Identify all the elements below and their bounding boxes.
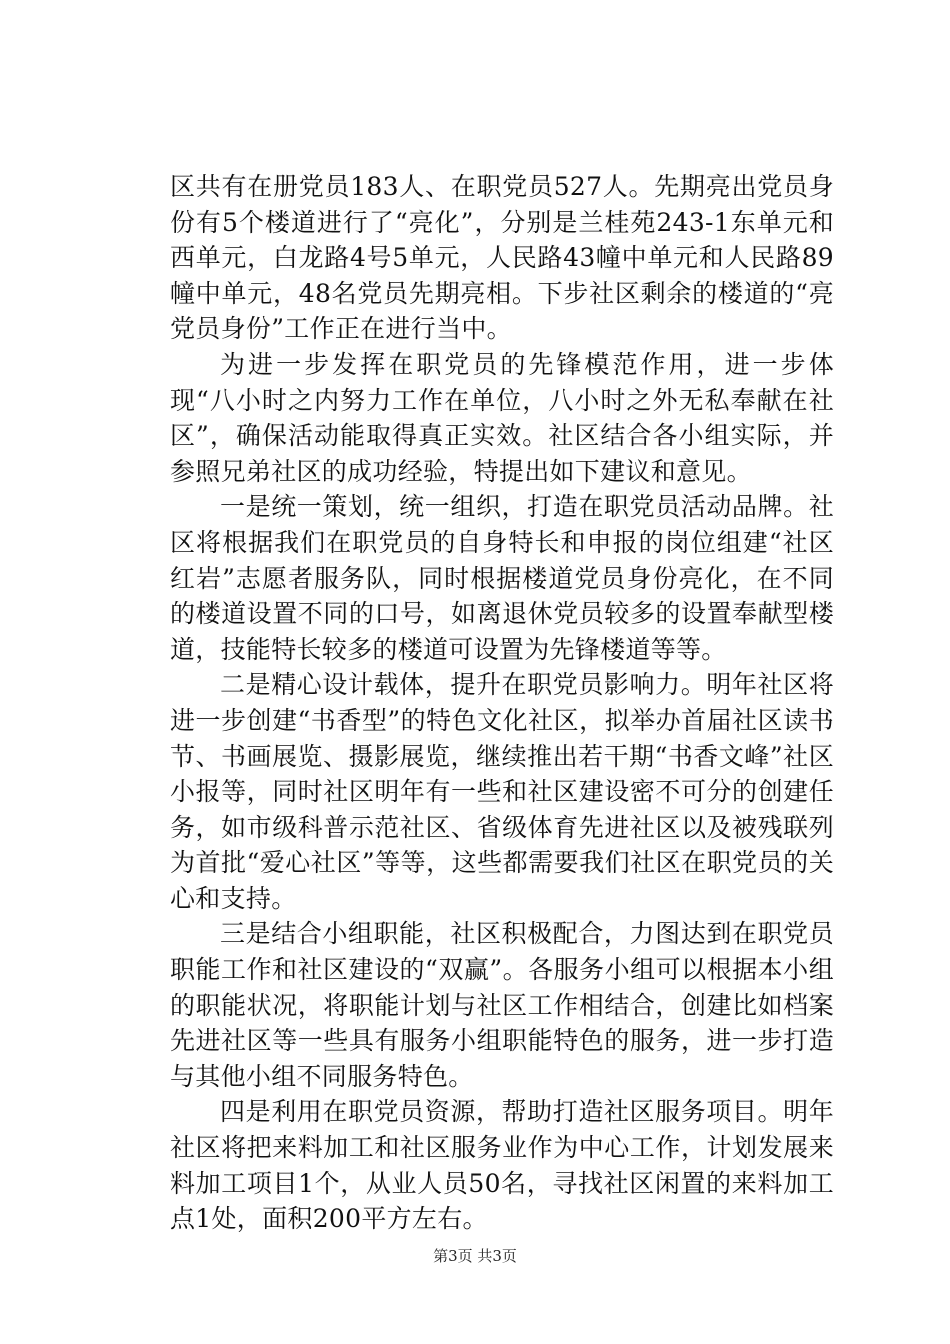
paragraph-1: 区共有在册党员183人、在职党员527人。先期亮出党员身份有5个楼道进行了“亮化”，分别是兰桂苑243-1东单元和西单元，白龙路4号5单元，人民路43幢中单元和人民路89幢中单元，48名党员先期亮相。下步社区剩余的楼道的“亮党员身份”工作正在进行当中。	[170, 172, 834, 344]
paragraph-5: 三是结合小组职能，社区积极配合，力图达到在职党员职能工作和社区建设的“双赢”。各服务小组可以根据本小组的职能状况，将职能计划与社区工作相结合，创建比如档案先进社区等一些具有服务小组职能特色的服务，进一步打造与其他小组不同服务特色。	[170, 919, 834, 1091]
paragraph-6: 四是利用在职党员资源，帮助打造社区服务项目。明年社区将把来料加工和社区服务业作为中心工作，计划发展来料加工项目1个，从业人员50名，寻找社区闲置的来料加工点1处，面积200平方左右。	[170, 1097, 834, 1234]
paragraph-4: 二是精心设计载体，提升在职党员影响力。明年社区将进一步创建“书香型”的特色文化社区，拟举办首届社区读书节、书画展览、摄影展览，继续推出若干期“书香文峰”社区小报等，同时社区明年有一些和社区建设密不可分的创建任务，如市级科普示范社区、省级体育先进社区以及被残联列为首批“爱心社区”等等，这些都需要我们社区在职党员的关心和支持。	[170, 670, 834, 913]
document-body	[170, 169, 834, 1237]
paragraph-2: 为进一步发挥在职党员的先锋模范作用，进一步体现“八小时之内努力工作在单位，八小时之外无私奉献在社区”，确保活动能取得真正实效。社区结合各小组实际，并参照兄弟社区的成功经验，特提出如下建议和意见。	[170, 349, 834, 486]
page-footer: 第3页 共3页	[433, 1247, 517, 1265]
paragraph-3: 一是统一策划，统一组织，打造在职党员活动品牌。社区将根据我们在职党员的自身特长和申报的岗位组建“社区红岩”志愿者服务队，同时根据楼道党员身份亮化，在不同的楼道设置不同的口号，如离退休党员较多的设置奉献型楼道，技能特长较多的楼道可设置为先锋楼道等等。	[170, 492, 834, 664]
